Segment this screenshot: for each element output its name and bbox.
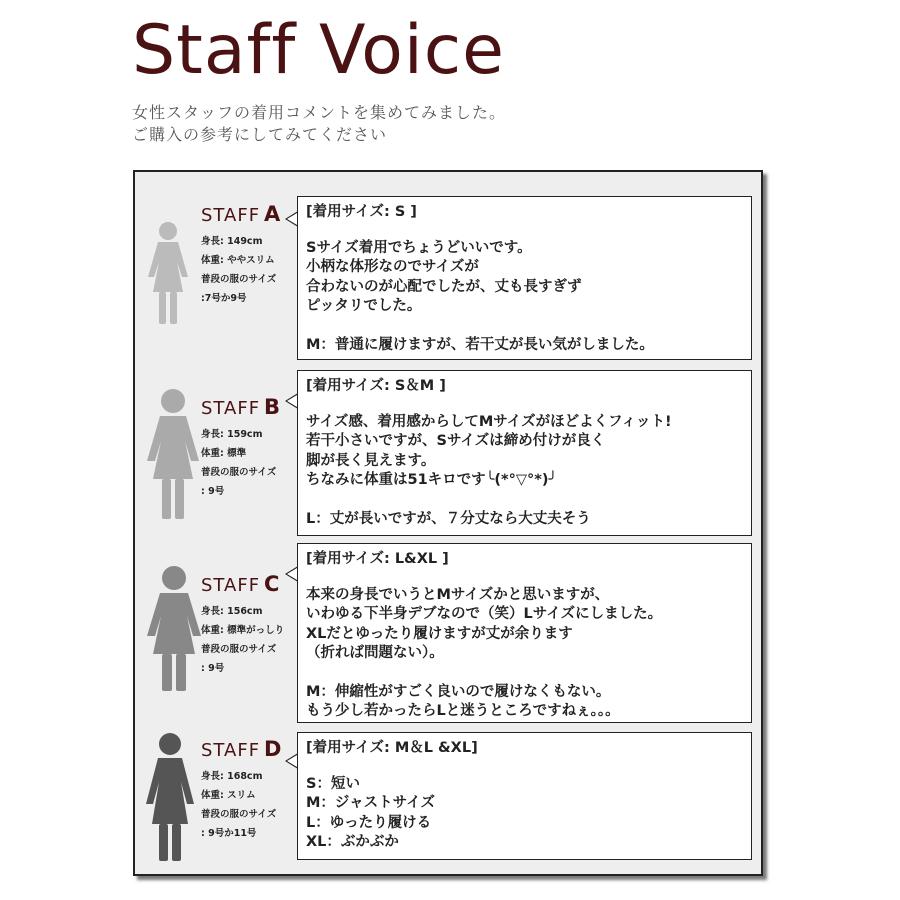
comment-line: M：ジャストサイズ: [306, 795, 435, 811]
comment-line: 脚が長く見えます。: [306, 452, 436, 469]
staff-letter: C: [264, 572, 281, 596]
staff-label: [201, 572, 297, 596]
comment-bubble: [297, 732, 752, 860]
woman-figure-icon: [143, 566, 205, 692]
page-title: Staff Voice: [132, 11, 505, 90]
woman-figure-icon: [143, 732, 197, 862]
bubble-tail: [285, 753, 298, 769]
staff-letter: B: [264, 395, 282, 419]
usual-size-label: 普段の服のサイズ: [201, 644, 277, 655]
staff-meta: [201, 602, 297, 678]
comment-bubble: [297, 196, 752, 360]
staff-height: 身長: 159cm: [201, 429, 263, 440]
comment-line: ピッタリでした。: [306, 298, 422, 314]
comment-line: XLだとゆったり履けますが丈が余ります: [306, 625, 573, 642]
staff-info: [201, 737, 297, 843]
staff-meta: [201, 232, 297, 308]
comment-line: L：ゆったり履ける: [306, 814, 432, 831]
comment-line: XL：ぶかぶか: [306, 834, 399, 850]
staff-word: STAFF: [201, 398, 261, 419]
bubble-tail: [285, 393, 298, 409]
comment-line: いわゆる下半身デブなので（笑）Lサイズにしました。: [306, 606, 663, 622]
usual-size-label: 普段の服のサイズ: [201, 809, 277, 820]
page-subtitle: [132, 102, 506, 146]
staff-letter: A: [264, 202, 282, 226]
comment-note: M：普通に履けますが、若干丈が長い気がしました。: [306, 336, 654, 353]
bubble-tail: [285, 211, 298, 227]
usual-size-value: :7号か9号: [201, 293, 247, 304]
comment-note: L：丈が長いですが、７分丈なら大丈夫そう: [306, 510, 591, 527]
comment-note: M：伸縮性がすごく良いので履けなくもない。: [306, 683, 611, 700]
size-worn: [着用サイズ: L&XL ]: [306, 551, 449, 567]
comment-line: 合わないのが心配でしたが、丈も長すぎず: [306, 278, 582, 295]
subtitle-line-2: ご購入の参考にしてみてください: [132, 125, 388, 144]
staff-height: 身長: 168cm: [201, 771, 263, 782]
woman-figure-icon: [143, 389, 203, 521]
comment-line: サイズ感、着用感からしてMサイズがほどよくフィット!: [306, 413, 672, 430]
comment-line: ちなみに体重は51キロです╰(*°▽°*)╯: [306, 472, 558, 488]
staff-height: 身長: 149cm: [201, 236, 263, 247]
comment-bubble: [297, 543, 752, 723]
comment-line: Sサイズ着用でちょうどいいです。: [306, 239, 532, 256]
comment-note: もう少し若かったらLと迷うところですねぇ。。。: [306, 703, 620, 719]
subtitle-line-1: 女性スタッフの着用コメントを集めてみました。: [132, 103, 507, 122]
size-worn: [着用サイズ: M＆L &XL]: [306, 740, 478, 756]
staff-meta: [201, 425, 297, 501]
staff-info: [201, 395, 297, 501]
staff-info: [201, 202, 297, 308]
staff-word: STAFF: [201, 740, 261, 761]
staff-info: [201, 572, 297, 678]
woman-figure-icon: [143, 222, 193, 326]
size-worn: [着用サイズ: S＆M ]: [306, 378, 446, 394]
bubble-tail: [285, 566, 298, 582]
usual-size-label: 普段の服のサイズ: [201, 467, 277, 478]
comment-line: 小柄な体形なのでサイズが: [306, 259, 479, 275]
usual-size-value: : 9号: [201, 486, 225, 497]
staff-weight: 体重: スリム: [201, 790, 256, 801]
size-worn: [着用サイズ: S ]: [306, 204, 417, 220]
staff-label: [201, 737, 297, 761]
staff-voice-panel: [133, 170, 763, 876]
comment-line: 本来の身長でいうとMサイズかと思いますが、: [306, 586, 610, 603]
staff-height: 身長: 156cm: [201, 606, 263, 617]
staff-letter: D: [264, 737, 283, 761]
comment-line: 若干小さいですが、Sサイズは締め付けが良く: [306, 433, 606, 449]
staff-label: [201, 395, 297, 419]
staff-label: [201, 202, 297, 226]
staff-weight: 体重: 標準がっしり: [201, 625, 285, 636]
comment-bubble: [297, 370, 752, 536]
staff-weight: 体重: 標準: [201, 448, 247, 459]
staff-word: STAFF: [201, 205, 261, 226]
usual-size-label: 普段の服のサイズ: [201, 274, 277, 285]
comment-line: （折れば問題ない）。: [306, 645, 444, 661]
usual-size-value: : 9号: [201, 663, 225, 674]
usual-size-value: : 9号か11号: [201, 828, 257, 839]
staff-weight: 体重: ややスリム: [201, 255, 275, 266]
comment-line: S：短い: [306, 775, 360, 792]
staff-word: STAFF: [201, 575, 261, 596]
staff-meta: [201, 767, 297, 843]
